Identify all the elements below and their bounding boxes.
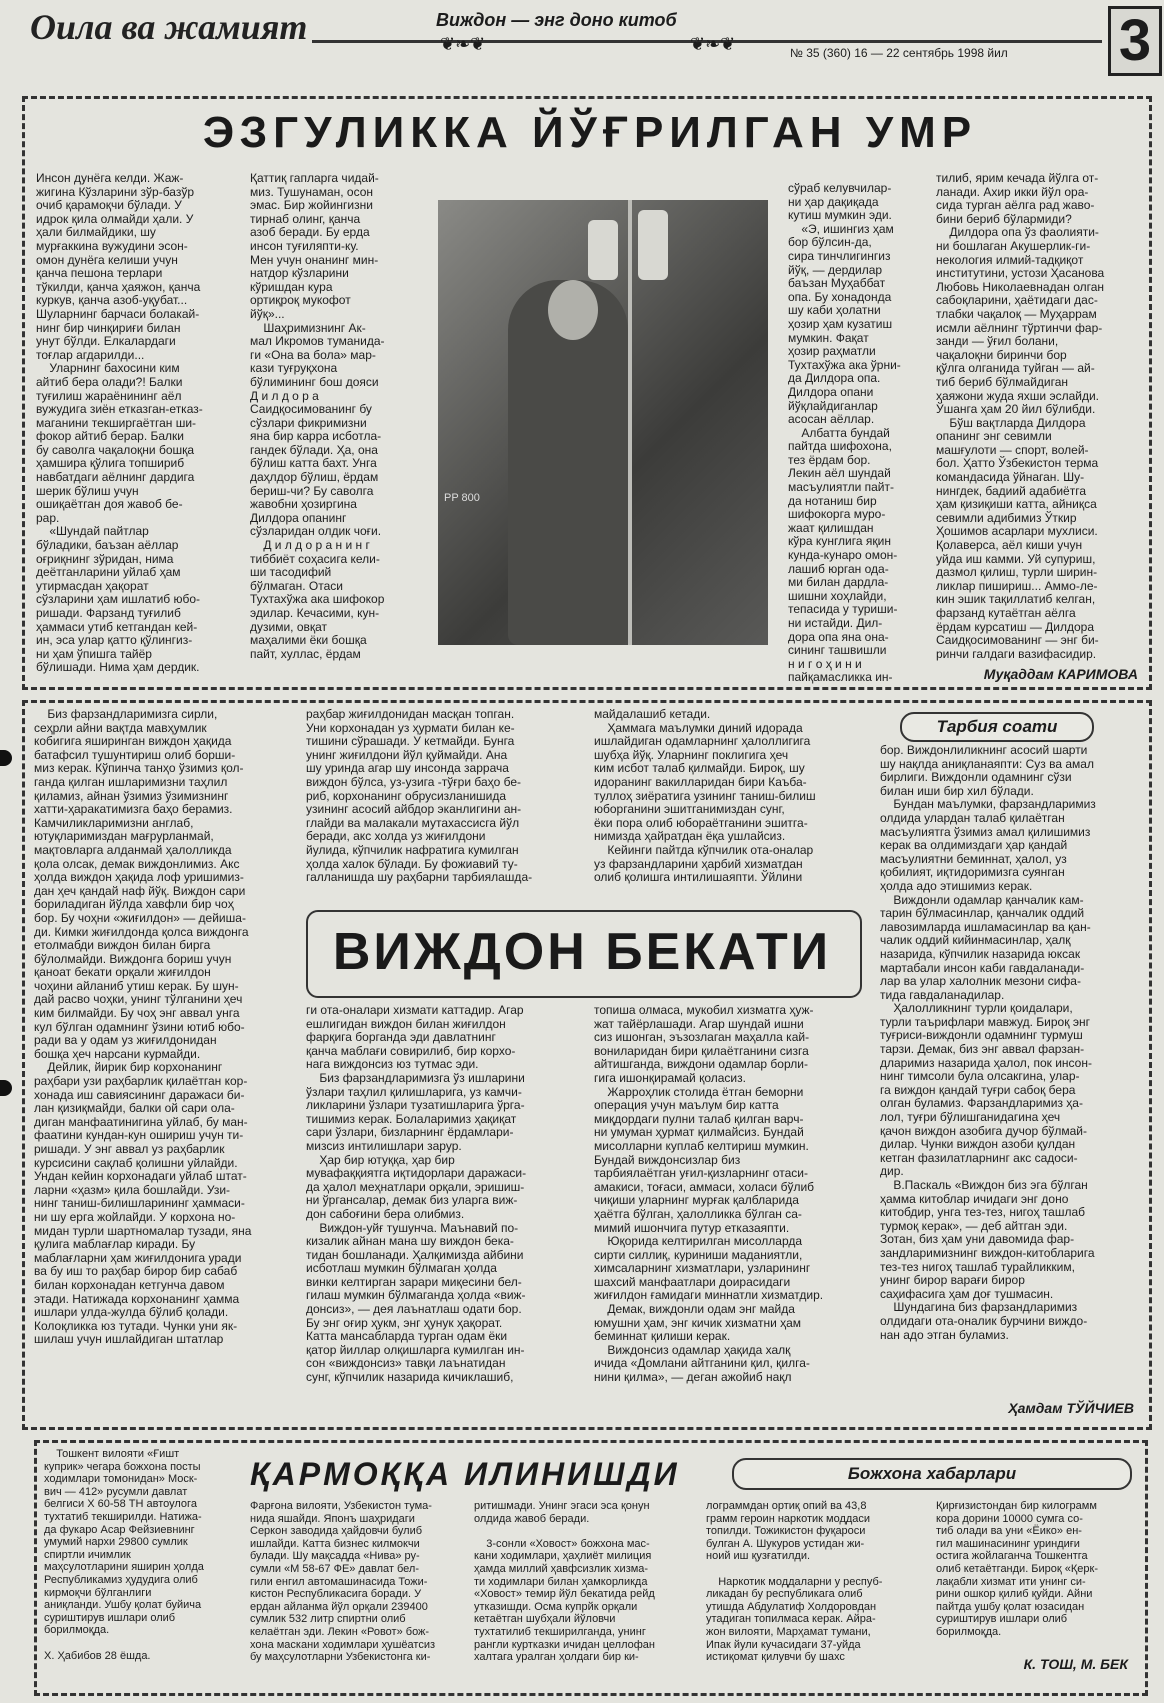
page-number: 3 <box>1108 6 1162 76</box>
section-title: Оила ва жамият <box>30 7 308 47</box>
article2-byline: Ҳамдам ТЎЙЧИЕВ <box>1008 1400 1134 1416</box>
rubric-badge: Божхона хабарлари <box>732 1458 1132 1490</box>
nurse-photo <box>438 200 768 645</box>
article2-column-1: Биз фарзандларимизга сирли, сеҳрли айни вақтда мавҳумлик кобигига яширинган виждон ҳақида батафсил тушунтириш олиб борши- миз керак. Кўпинча танҳо ўзимиз қол- ганда қилган ишларимизни таҳлил қиламиз, айнан ўзимиз ўзимизнинг хатти-ҳаракатимизга баҳо берамиз. Камчиликларимизни англаб, ютуқларимиздан мағрурланмай, мақтовларга алданмай ҳалолликда қола олсак, демак виждонлимиз. Акс ҳолда виждон ҳақида лоф уришимиз- дан ҳеч қандай наф йўқ. Виждон сари бориладиган йўлда хавфли бир чоҳ бор. Бу чоҳни «жиғилдон» — дейиша- ди. Кимки жиғилдонда қолса виждонга етолмабди виждон билан бирга бўлолмайди. Виждонга бориш учун қаноат бекати орқали жиғилдон чоҳини айланиб утиш керак. Бу шун- дай расво чоҳки, унинг тўлганини ҳеч ким билмайди. Бу чоҳ энг аввал унга кул бўлган одамнинг ўзини ютиб юбо- ради ва у одам уз жиғилдонидан бошқа ҳеч нарсани курмайди. Дейлик, йирик бир корхонанинг раҳбари узи раҳбарлик қилаётган кор- хонада иш савиясининг даражаси би- лан қизиқмайди, балки ой сари ола- диган манфаатинигина уйлаб, бу ман- фаатини кундан-кун ошириш учун ти- ришади. У энг аввал уз раҳбарлик курсисини сақлаб қолишни уйлайди. Ундан кейин корхонадаги уйлаб штат- ларни «ҳазм» қила бошлайди. Узи- нинг таниш-билишларининг ҳаммаси- ни шу ерга жойлайди. У корхона но- мидан турли шартномалар тузади, яна қулига маблағлар киради. Бу маблағларни ҳам жиғилдонига уради ва бу иш то раҳбар бирор бир сабаб билан корхонадан кетгунча давом этади. Натижада корхонанинг ҳамма ишлари улда-жулда бўлиб қолади. Колоқликка юз тутади. Чунки уни як- шилаш учун ишлайдиган штатлар <box>34 707 252 1347</box>
issue-line: № 35 (360) 16 — 22 сентябрь 1998 йил <box>790 46 1008 60</box>
article2-column-3b: топиша олмаса, мукобил хизматга ҳуж- жат тайёрлашади. Агар шундай ишни сиз ишонган, эъзозлаган маҳалла кай- вониларидан бири қилаётганини сизга айтишганда, виждони одамлар борли- гига ишонқирамай қоласиз. Жарроҳлик столида ётган беморни операция учун маълум бир катта миқдордаги пулни талаб қилган варч- ни умуман ҳурмат қилмайсиз. Бундай мисолларни куплаб келтириш мумкин. Бундай виждонсизлар биз тарбиялаётган уғил-қизларнинг отаси- амакиси, тоғаси, аммаси, холаси бўлиб чиқиши уларнинг мурғак қалбларида ҳаётга бўлган, ҳалолликка бўлган са- мимий ишончига путур етказаяпти. Юқорида келтирилган мисолларда сирти силлиқ, куриниши маданиятли, химсаларнинг хизматлари, узларининг шахсий манфаатлари доирасидаги жиғилдон ғамидаги миннатли хизматдир. Демак, виждонли одам энг майда юмушни ҳам, энг кичик хизматни ҳам беминнат қилиши керак. Виждонсиз одамлар ҳақида халқ ичида «Домлани айтганини қил, қилга- нини қилма», — деган ажойиб нақл <box>594 1003 824 1385</box>
person-head <box>548 280 598 340</box>
article2-column-2a: раҳбар жиғилдонидан масқан топган. Уни корхонадан уз ҳурмати билан ке- тишини сўрашади. У кетмайди. Бунга унинг жиғилдони йўл қуймайди. Ана шу уринда агар шу инсонда заррача виждон бўлса, уз-узига -тўғри баҳо бе- риб, корхонанинг обрусизланишида узининг асосий айбдор эканлигини ан- глайди ва малакали мутахассисга йўл беради, акс холда уз жиғилдони йулида, кўпчилик нафратига кумилган ҳолда халок бўлади. Бу фожиавий ту- галланишда шу раҳбарни тарбиялашда- <box>306 707 533 885</box>
article1-headline: ЭЗГУЛИККА ЙЎҒРИЛГАН УМР <box>202 108 978 157</box>
article3-column-1: Тошкент вилояти «Ғишт куприк» чегара божхона посты ходимлари томонидан» Моск- вич — 412» русумли давлат белгиси Х 60-58 ТН автоулога тухтатиб текширилди. Натижа- да фукаро Асар Фейзиевнинг умумий нархи 29800 сумлик спиртли ичимлик маҳсулотларини яширин ҳолда Республикамиз ҳудудига олиб кирмоқчи бўлганлиги аниқланди. Ушбу қолат буйича суриштирув ишлари олиб борилмоқда. Х. Ҳабибов 28 ёшда. <box>44 1448 204 1662</box>
article2-column-4: бор. Виждонлиликнинг асосий шарти шу нақлда аниқланаяпти: Суз ва амал бирлиги. Виждонли одамнинг сўзи билан иши бир хил бўлади. Бундан маълумки, фарзандларимиз олдида улардан талаб қилаётган масъулиятга ўзимиз амал қилишимиз керак ва олдимиздаги ҳар қандай масъулиятни беминнат, ҳалол, уз қобилият, иқтидоримизга суянган ҳолда адо этишимиз керак. Виждонли одамлар қанчалик кам- тарин бўлмасинлар, қанчалик оддий лавозимларда ишламасинлар ва қан- чалик оддий кийинмасинлар, ҳалқ назарида, кўпчилик назарида юксак мартабали инсон каби гавдаланади- лар ва улар халолник мезони сифа- тида гавдаланадилар. Ҳалолликнинг турли қоидалари, турли таърифлари мавжуд. Бироқ энг туғриси-виждонли одамнинг турмуш тарзи. Демак, биз энг аввал фарзан- дларимиз назарида ҳалол, пок инсон- нинг тимсоли була олсакгина, улар- га виждон қандай туғри сабоқ бера олган буламиз. Фарзандларимиз ҳа- лол, туғри бўлишганидагина ҳеч қачон виждон азобига дучор бўлмай- дилар. Чунки виждон азоби қулдан кетган фазилатларнинг акс садоси- дир. В.Паскаль «Виждон биз эга бўлган ҳамма китоблар ичидаги энг доно китобдир, унга тез-тез, нигоҳ ташлаб турмоқ керак», — деб айтган эди. Зотан, биз ҳам уни давомида фар- зандларимизнинг виждон-китобларига тез-тез нигоҳ ташлаб турайликким, унинг бирор варағи бирор саҳифасига ҳам доғ тушмасин. Шундагина биз фарзандларимиз олдидаги ота-оналик бурчини виждо- нан адо этган буламиз. <box>880 743 1096 1342</box>
masthead-slogan: Виждон — энг доно китоб <box>436 10 677 30</box>
article3-column-2: Фарғона вилояти, Узбекистон тума- нида яшайди. Японъ шаҳридаги Серкон заводида ҳайдовчи булиб ишлайди. Катта бизнес килмокчи булади. Шу мақсадда «Нива» ру- сумли «М 58-67 ФЕ» давлат бел- гили енгил автомашинасида Тожи- кистон Республикасига боради. У ердан айланма йўл орқали 239400 сумлик 532 литр спиртни олиб келаётган эди. Лекин «Ровот» бож- хона маскани ходимлари ҳушёатсиз бу маҳсулотларни Узбекистонга ки- <box>250 1500 436 1664</box>
article1-byline: Муқаддам КАРИМОВА <box>983 666 1138 682</box>
ornament-icon: ❦❧❦ <box>690 34 736 54</box>
iv-bag <box>588 220 618 280</box>
article1-column-3: сўраб келувчилар- ни ҳар дақиқада кутиш мумкин эди. «Э, ишингиз ҳам бор бўлсин-да, сира тинчлигингиз йўқ, — дердилар баъзан Муҳаббат опа. Бу хонадонда шу каби ҳолатни ҳозир ҳам кузатиш мумкин. Фақат ҳозир раҳматли Тухтахўжа ака ўрни- да Дилдора опа. Дилдора опани йўқлайдиганлар асосан аёллар. Албатта бундай пайтда шифохона, тез ёрдам бор. Лекин аёл шундай масъулиятли пайт- да нотаниш бир шифокорга муро- жаат қилишдан кўра кунглига яқин кунда-кунаро омон- лашиб юрган ода- ми билан дардла- шишни хоҳлайди, тепасида у туриши- ни истайди. Дил- дора опа яна она- сининг ташвишли н и г о ҳ и н и пайқамасликка ин- <box>788 181 901 685</box>
photo-label: PP 800 <box>444 492 480 504</box>
binder-hole <box>0 1080 12 1096</box>
article2-headline: ВИЖДОН БЕКАТИ <box>332 923 832 981</box>
article3-byline: К. ТОШ, М. БЕК <box>1023 1656 1128 1672</box>
iv-bag <box>638 210 668 280</box>
iv-stand <box>628 200 632 645</box>
article3-column-4: лограммдан ортиқ опий ва 43,8 грамм героин наркотик моддаси топилди. Тожикистон фуқароси булган А. Шукуров устидан жи- ноий иш қузғатилди. Наркотик моддаларни у респуб- ликадан бу республикага олиб утишда Абдулатиф Холдоровдан утадиган топилмаса керак. Айра- жон вилояти, Марҳамат тумани, Ипак йули кучасидаги 37-уйда истиқомат қилувчи бу шахс <box>706 1500 883 1664</box>
article3-headline: ҚАРМОҚҚА ИЛИНИШДИ <box>250 1456 680 1492</box>
article2-column-3a: майдалашиб кетади. Ҳаммага маълумки диний идорада ишлайдиган одамларнинг ҳалоллигига шубҳа йўқ. Уларнинг поклигига ҳеч ким исбот талаб қилмайди. Бироқ, шу идоранинг вакилларидан бири Каъба- туллоҳ зиёратига узининг таниш-билиш юборганини эшитганимиздан сунг, ёки пора олиб юбораётганини эшитга- нимизда ҳайратдан ёқа ушлайсиз. Кейинги пайтда кўпчилик ота-оналар уз фарзандларини ҳарбий хизматдан олиб қолишга интилишаяпти. Ўйлини <box>594 707 816 885</box>
binder-hole <box>0 750 12 766</box>
article1-column-1: Инсон дунёга келди. Жаж- жигина Кўзларини зўр-базўр очиб қарамоқчи бўлади. У идрок қила олмайди ҳали. У ҳали билмайдики, шу мурғаккина вужудини эсон- омон дунёга келиши учун қанча пешона терлари тўкилди, қанча ҳаяжон, қанча куркув, қанча азоб-уқубат... Шуларнинг барчаси болакай- нинг бир чинқириғи билан унут бўлди. Елкалардаги тоғлар агдарилди... Уларнинг бахосини ким айтиб бера олади?! Балки туғилиш жараёнининг аёл вужудига зиён етказган-етказ- маганини текширгаётган ши- фокор айтиб берар. Балки бу саволга чақалоқни бошқа ҳамшира қўлига топшириб навбатдаги аёлнинг дардига шерик бўлиш учун ошиқаётган доя жавоб бе- рар. «Шундай пайтлар бўладики, баъзан аёллар оғриқнинг зўридан, нима деётганларини уйлаб ҳам утирмасдан ҳақорат сўзларини ҳам ишлатиб юбо- ришади. Фарзанд туғилиб ҳаммаси утиб кетгандан кей- ин, эса улар қатто қўлингиз- ни ҳам ўпишга тайёр бўлишади. Нима ҳам дердик. <box>36 171 203 675</box>
article1-column-4: тилиб, ярим кечада йўлга от- ланади. Ахир икки йўл ора- сида турган аёлга рад жаво- бини бериб бўлармиди? Дилдора опа ўз фаолияти- ни бошлаган Акушерлик-ги- некология илмий-тадқиқот институтини, устози Ҳасанова Любовь Николаевнадан олган сабоқларини, ҳаётидаги дас- тлабки чақалоқ — Муҳаррам исмли аёлнинг тўртинчи фар- занди — ўғил болани, чақалоқни биринчи бор қўлга олганида туйган — ай- тиб бериб бўлмайдиган ҳаяжони жуда яхши эслайди. Ўшанга ҳам 20 йил бўлибди. Бўш вақтларда Дилдора опанинг энг севимли машғулоти — спорт, волей- бол. Ҳатто Ўзбекистон терма командасида ўйнаган. Шу- нингдек, бадиий адабиётга ҳам қизиқиши катта, айниқса севимли адибимиз Ўткир Ҳошимов асарлари мухлиси. Қолаверса, аёл киши учун уйда иш камми. Уй супуриш, дазмол қилиш, турли ширин- ликлар пишириш... Аммо-ле- кин эшик тақиллатиб келган, фарзанд кутаётган аёлга ёрдам курсатиш — Дилдора Саидқосимованинг — энг би- ринчи галдаги вазифасидир. <box>936 171 1105 661</box>
article3-column-5: Қирғизистондан бир килограмм кора дорини 10000 сумга со- тиб олади ва уни «Ёико» ен- гил машинасининг уриндиғи остига жойлаганча Тошкентга олиб кетаётганди. Бироқ «Қерк- лақабли хизмат ити унинг си- рини ошкор қилиб қуйди. Айни пайтда ушбу қолат юзасидан суриштирув ишлари олиб борилмоқда. <box>936 1500 1099 1638</box>
article2-column-2b: ги ота-оналари хизмати каттадир. Агар ешлигидан виждон билан жиғилдон фарқига борганда эди давлатнинг қанча маблағи совирилиб, бир корхо- нага виждонсиз юз тутмас эди. Биз фарзандларимизга ўз ишларини ўзлари таҳлил қилишларига, уз камчи- ликларини ўзлари тузатишларига ўрга- тишимиз керак. Болаларимиз ҳақиқат сари ўзлари, бизларнинг ёрдамлари- мизсиз интилишлари зарур. Ҳар бир ютуққа, ҳар бир мувафаққиятга иқтидорлари даражаси- да ҳалол меҳнатлари орқали, эришиш- ни ўргансалар, демак биз уларга виж- дон сабоғини бера олибмиз. Виждон-уйғ тушунча. Маънавий по- кизалик айнан мана шу виждон бека- тидан бошланади. Ҳалқимизда айбини исботлаш мумкин бўлмаган ҳолда винки келтирган зарари миқесини бел- гилаш мумкин бўлмаганда ҳолда «виж- донсиз», — дея лаънатлаш одати бор. Бу энг оғир ҳукм, энг ҳунук ҳақорат. Катта мансабларда турган одам ёки қатор йиллар олқишларга кумилган ин- сон «виждонсиз» тавқи лаънатидан сунг, кўпчилик назарида кичиклашиб, <box>306 1003 527 1385</box>
article3-column-3: ритишмади. Унинг эгаси эса қонун олдида жавоб беради. 3-сонли «Ховост» божхона мас- кани ходимлари, ҳаҳлиёт милиция ҳамда миллий ҳавфсизлик хизма- ти ходимлари билан ҳамкорликда «Ховост» темир йўл бекатида рейд утказишди. Осма купрйк орқали кетаётган шубҳали йўловчи тухтатилиб текширилганда, унинг рангли куртказки ичидан целлофан халтага уралган ҳолдаги бир ки- <box>474 1500 655 1664</box>
rubric-badge: Тарбия соати <box>900 712 1094 742</box>
article1-column-2: Қаттиқ гапларга чидай- миз. Тушунаман, осон эмас. Бир жойингизни тирнаб олинг, қанча азоб беради. Бу ерда инсон туғиляпти-ку. Мен учун онанинг мин- натдор кўзларини кўришдан кура ортиқроқ мукофот йўқ»... Шаҳримизнинг Ак- мал Икромов туманида- ги «Она ва бола» мар- кази туғруқхона бўлимининг бош дояси Д и л д о р а Саидқосимованинг бу сўзлари фикримизни яна бир карра исботла- гандек бўлади. Ҳа, она бўлиш катта бахт. Унга даҳлдор бўлиш, ёрдам бериш-чи? Бу саволга жавобни ҳозиргина Дилдора опанинг сўзларидан олдик чоғи. Д и л д о р а н и н г тиббиёт соҳасига кели- ши тасодифий бўлмаган. Отаси Тухтахўжа ака шифокор эдилар. Кечасими, кун- дузими, овқат маҳалими ёки бошқа пайт, хуллас, ёрдам <box>250 171 385 661</box>
ornament-icon: ❦❧❦ <box>440 34 486 54</box>
